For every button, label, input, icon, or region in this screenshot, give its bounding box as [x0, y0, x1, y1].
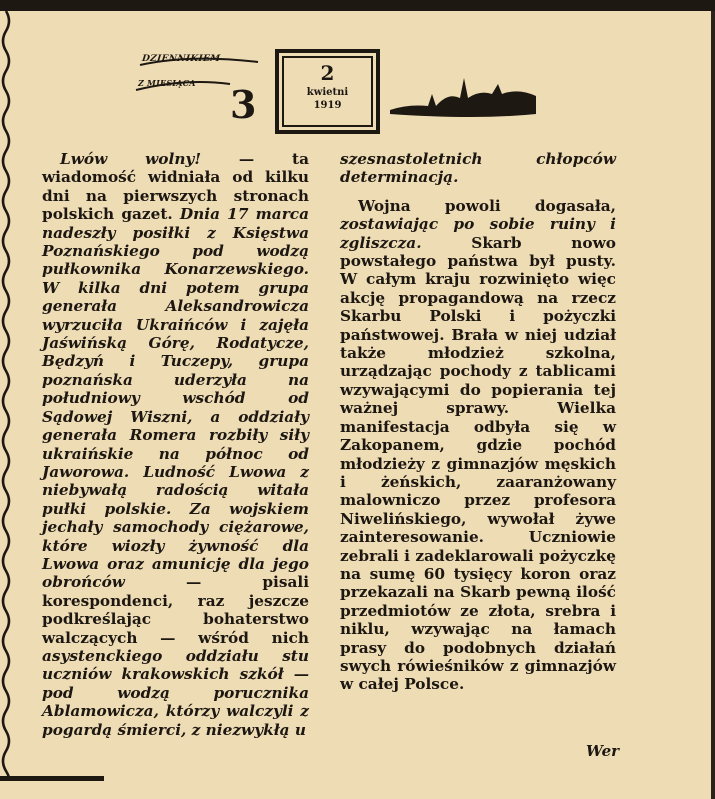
paragraph-continuation: szesnastoletnich chłopców determinacją. — [340, 150, 616, 187]
paragraph — [340, 197, 616, 694]
column-logo — [130, 48, 265, 126]
article-right-column — [340, 150, 616, 694]
decorative-wavy-border — [0, 11, 12, 781]
page-edge — [711, 11, 715, 799]
top-rule — [0, 0, 715, 11]
column-header — [130, 34, 630, 146]
date-day: 2 — [320, 61, 335, 85]
paragraph — [42, 150, 309, 739]
text-run: Skarb nowo powstałego państwa był pusty. W całym kraju rozwinięto więc akcję propagandową na rzecz Skarbu Polski i pożyczki państwowej. Brała w niej udział także młodzież szkolna, urządzając pochody z tablicami wzywającymi do popierania tej ważnej sprawy. Wielka manifestacja odbyła się w Zakopanem, gdzie pochód młodzieży z gimnazjów męskich i żeńskich, zaaranżowany malowniczo przez profesora Niwelińskiego, wywołał żywe zainteresowanie. Uczniowie zebrali i zadeklarowali pożyczkę na sumę 60 tysięcy koron oraz przekazali na Skarb pewną ilość przedmiotów ze złota, srebra i niklu, wzywając na łamach prasy do podobnych działań swych rówieśników z gimnazjów w całej Polsce. — [340, 233, 616, 694]
text-run: — pisali korespondenci, raz jeszcze podkreślając bohaterstwo walczących — wśród nich — [42, 573, 310, 647]
city-silhouette-illustration — [388, 64, 538, 124]
logo-subtitle: Z MIESIĄCA — [138, 78, 196, 88]
headline-lead: Lwów wolny! — [60, 150, 202, 168]
text-run: Wojna powoli dogasała, — [358, 196, 616, 215]
logo-title: DZIENNIKIEM — [141, 54, 221, 64]
bottom-rule — [0, 776, 104, 781]
text-run: — ta wiadomość widniała od kilku dni na pierwszych stronach polskich gazet. — [42, 150, 310, 224]
text-run-italic: Dnia 17 marca nadeszły posiłki z Księstwa Poznańskiego pod wodzą pułkownika Konarzewskiego. W kilka dni potem grupa generała Aleksandrowicza wyrzuciła Ukraińców i zajęła Jaświńską Górę, Rodatycze, Będzyń i Tuczepy, grupa poznańska uderzyła na południowy wschód od Sądowej Wiszni, a oddziały generała Romera rozbiły siły ukraińskie na północ od Jaworowa. Ludność Lwowa z niebywałą radością witała pułki polskie. Za wojskiem jechały samochody ciężarowe, które wiozły żywność dla Lwowa oraz amunicję dla jego obrońców — [42, 205, 309, 592]
date-year: 1919 — [313, 100, 342, 111]
author-signature: Wer — [586, 742, 620, 760]
text-run-italic: zostawiając po sobie ruiny i zgliszcza. — [340, 215, 616, 252]
date-month: kwietni — [306, 87, 349, 98]
text-run-italic: asystenckiego oddziału stu uczniów krakowskich szkół — pod wodzą porucznika Ablamowicza, którzy walczyli z pogardą śmierci, z niezwykłą u — [42, 646, 309, 739]
logo-number: 3 — [230, 82, 257, 126]
date-box — [275, 49, 380, 134]
article-left-column — [42, 150, 309, 739]
